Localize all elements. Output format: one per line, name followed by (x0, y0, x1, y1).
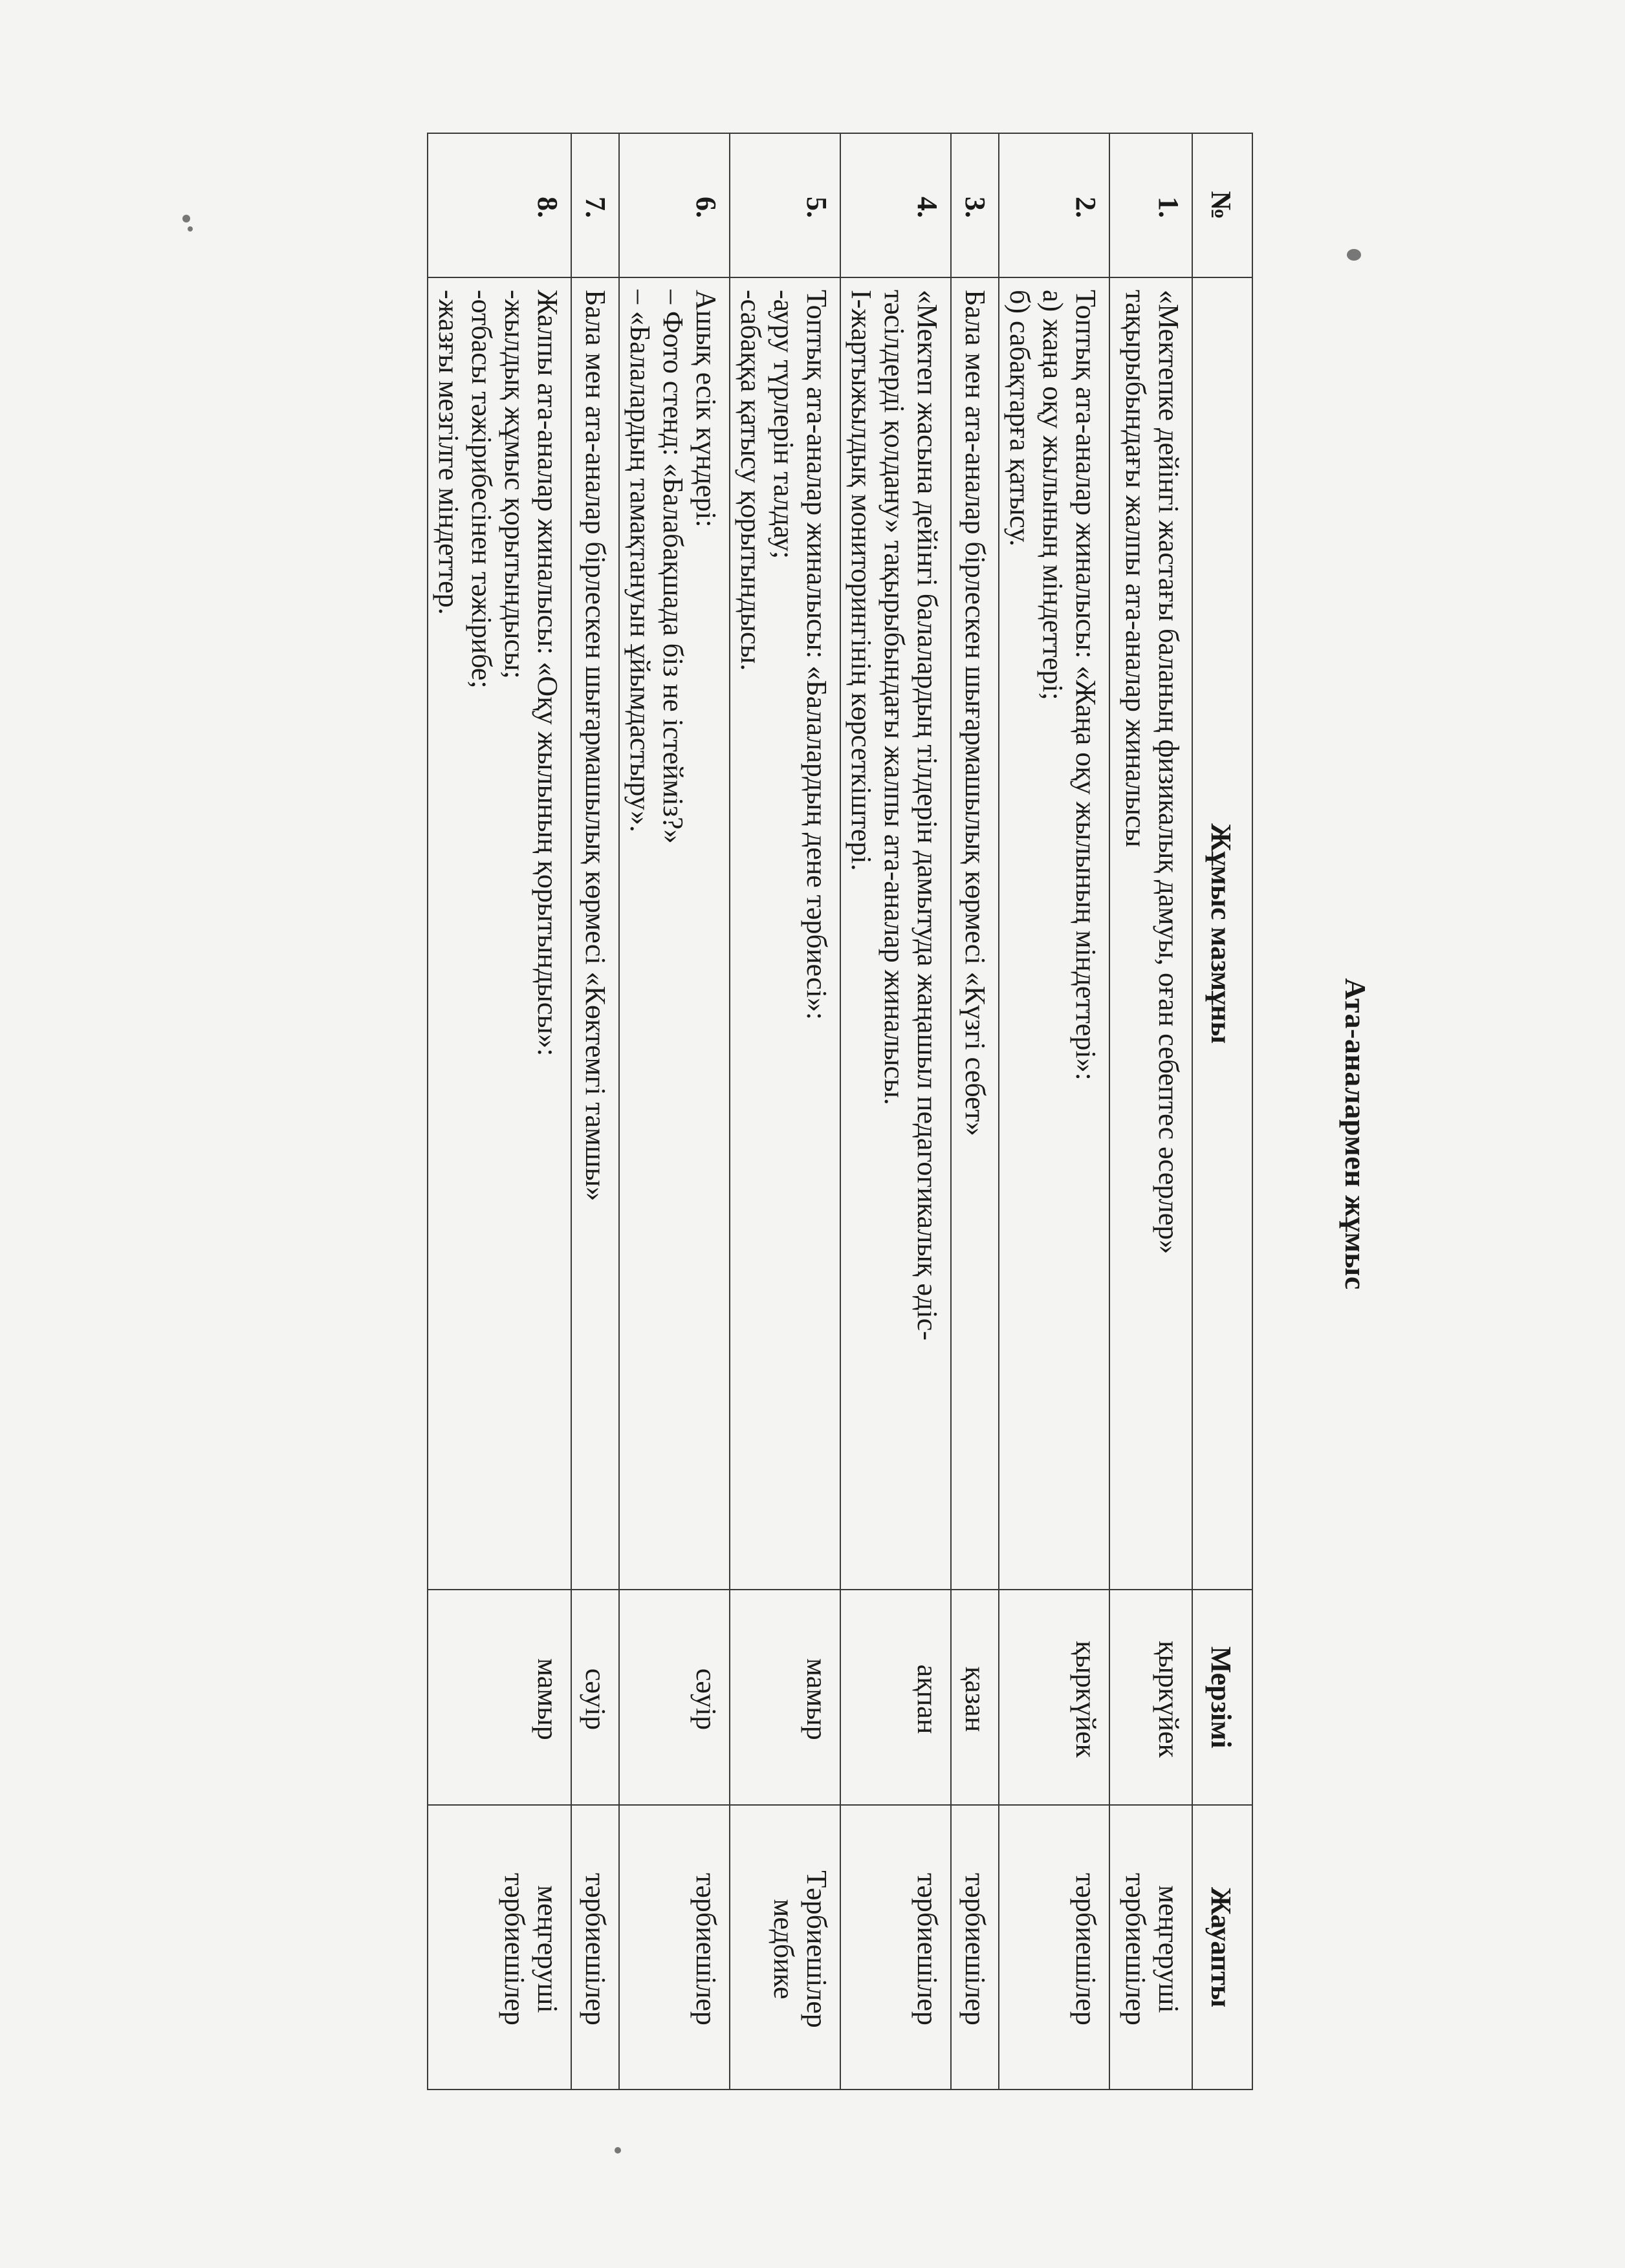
row-date: сәуір (619, 1590, 730, 1805)
row-content (730, 277, 840, 1590)
row-date: сәуір (571, 1590, 619, 1805)
responsible-line: тәрбиешілер (911, 1873, 943, 2025)
row-date: мамыр (428, 1590, 571, 1805)
row-number: 5. (730, 133, 840, 277)
header-number: № (1192, 133, 1252, 277)
row-content (999, 277, 1109, 1590)
row-number: 1. (1109, 133, 1192, 277)
content-line: -жылдық жұмыс қорытындысы; (499, 290, 530, 679)
table-row (1109, 133, 1192, 2090)
row-content (619, 277, 730, 1590)
responsible-line: тәрбиешілер (690, 1873, 722, 2025)
content-line: – Фото стенд: «Балабақшада біз не істейміз?» (657, 290, 689, 844)
row-date: қыркүйек (999, 1590, 1109, 1805)
table-row (730, 133, 840, 2090)
row-number: 7. (571, 133, 619, 277)
responsible-line: медбике (768, 1899, 800, 2000)
row-number: 3. (951, 133, 999, 277)
work-plan-table (427, 133, 1253, 2090)
responsible-line: Тәрбиешілер (801, 1870, 833, 2028)
row-content (840, 277, 951, 1590)
content-line: -ауру түрлерін талдау; (768, 290, 800, 559)
row-responsible (999, 1805, 1109, 2090)
content-line: тақырыбындағы жалпы ата-аналар жиналысы (1120, 290, 1151, 848)
row-content (428, 277, 571, 1590)
header-responsible: Жауапты (1192, 1805, 1252, 2090)
row-responsible (619, 1805, 730, 2090)
content-line: «Мектепке дейінгі жастағы баланың физикалық дамуы, оған себептес әсерлер» (1153, 290, 1184, 1255)
responsible-line: тәрбиешілер (580, 1873, 611, 2025)
row-date: мамыр (730, 1590, 840, 1805)
content-line: а) жаңа оқу жылының міндеттері; (1037, 290, 1069, 700)
content-line: б) сабақтарға қатысу. (1004, 290, 1036, 546)
content-line: Жалпы ата-аналар жиналысы: «Оқу жылының қорытындысы»: (532, 290, 563, 1057)
responsible-line: тәрбиешілер (1070, 1873, 1102, 2025)
row-responsible (840, 1805, 951, 2090)
content-line: Бала мен ата-аналар бірлескен шығармашылық көрмесі «Күзгі себет» (959, 290, 991, 1136)
responsible-line: меңгеруші (1153, 1885, 1184, 2013)
header-content: Жұмыс мазмұны (1192, 277, 1252, 1590)
responsible-line: тәрбиешілер (1120, 1873, 1151, 2025)
row-number: 8. (428, 133, 571, 277)
page-title: Ата-аналармен жұмыс (1339, 978, 1372, 1290)
row-date: қазан (951, 1590, 999, 1805)
content-line: -отбасы тәжірибесінен тәжірибе; (466, 290, 497, 689)
row-responsible (730, 1805, 840, 2090)
row-date: қыркүйек (1109, 1590, 1192, 1805)
content-line: Ашық есік күндері: (690, 290, 722, 528)
responsible-line: меңгеруші (532, 1885, 563, 2013)
header-date: Мерзімі (1192, 1590, 1252, 1805)
table-row (428, 133, 571, 2090)
row-responsible (1109, 1805, 1192, 2090)
content-line: Топтық ата-аналар жиналысы: «Жаңа оқу жылының міндеттері»: (1070, 290, 1102, 1081)
content-line: -сабаққа қатысу қорытындысы. (735, 290, 767, 671)
content-line: І-жартыжылдық мониторингінің көрсеткіштері. (845, 290, 877, 871)
table-body (428, 133, 1192, 2090)
row-number: 4. (840, 133, 951, 277)
row-responsible (428, 1805, 571, 2090)
content-line: Бала мен ата-аналар бірлескен шығармашылық көрмесі «Көктемгі тамшы» (580, 290, 611, 1202)
table-row (951, 133, 999, 2090)
responsible-line: тәрбиешілер (499, 1873, 530, 2025)
content-line: тәсілдерді қолдану» тақырыбындағы жалпы ата-аналар жиналысы. (878, 290, 910, 1105)
table-row (999, 133, 1109, 2090)
content-line: -жазғы мезгілге міндеттер. (433, 290, 464, 615)
content-line: «Мектеп жасына дейінгі балалардың тілдерін дамытуда жаңашыл педагогикалық әдіс- (911, 290, 943, 1341)
row-content (571, 277, 619, 1590)
row-responsible (571, 1805, 619, 2090)
responsible-line: тәрбиешілер (959, 1873, 991, 2025)
row-number: 6. (619, 133, 730, 277)
content-line: – «Балалардың тамақтануын ұйымдастыру». (624, 290, 656, 832)
table-row (840, 133, 951, 2090)
table-row (571, 133, 619, 2090)
table-header-row (1192, 133, 1252, 2090)
row-content (951, 277, 999, 1590)
row-responsible (951, 1805, 999, 2090)
row-date: ақпан (840, 1590, 951, 1805)
table-row (619, 133, 730, 2090)
content-line: Топтық ата-аналар жиналысы: «Балалардың дене тәрбиесі»: (801, 290, 833, 1021)
row-content (1109, 277, 1192, 1590)
row-number: 2. (999, 133, 1109, 277)
